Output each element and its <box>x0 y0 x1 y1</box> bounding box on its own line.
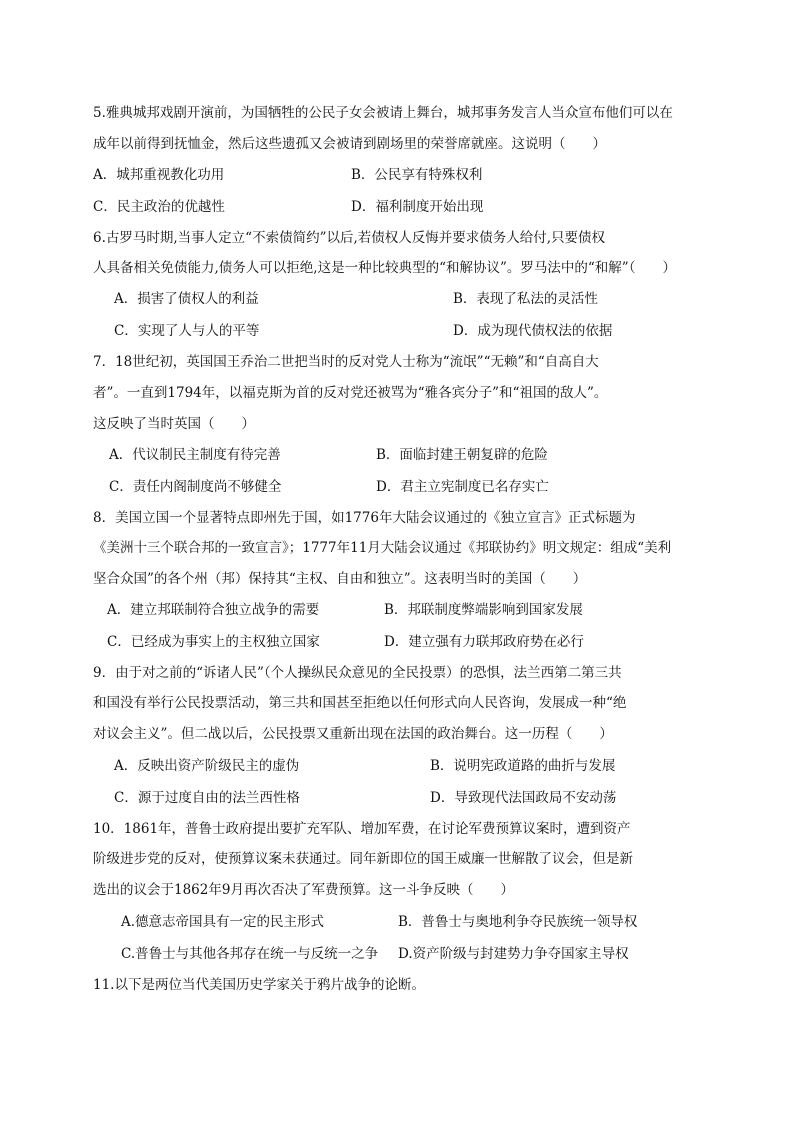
option-b: B．普鲁士与奥地利争夺民族统一领导权 <box>398 914 638 930</box>
question-stem-line: 5.雅典城邦戏剧开演前，为国牺牲的公民子女会被请上舞台，城邦事务发言人当众宣布他们可以在 <box>93 105 673 121</box>
option-b: B．说明宪政道路的曲折与发展 <box>430 758 616 774</box>
option-a: A．城邦重视教化功用 <box>93 167 225 183</box>
option-c: C.普鲁士与其他各邦存在统一与反统一之争 <box>121 946 379 962</box>
option-c: C．责任内阁制度尚不够健全 <box>109 479 282 495</box>
option-d: D．导致现代法国政局不安动荡 <box>430 790 617 806</box>
option-a: A．建立邦联制符合独立战争的需要 <box>107 602 320 618</box>
option-d: D．成为现代债权法的依据 <box>453 323 613 339</box>
question-stem-line: 选出的议会于1862年9月再次否决了军费预算。这一斗争反映（ ） <box>93 882 514 898</box>
question-stem-line: 坚合众国”的各个州（邦）保持其“主权、自由和独立”。这表明当时的美国（ ） <box>93 571 587 587</box>
option-c: C．已经成为事实上的主权独立国家 <box>107 634 320 650</box>
question-stem-line: 7．18世纪初，英国国王乔治二世把当时的反对党人士称为“流氓”“无赖”和“自高自大 <box>93 354 599 370</box>
option-a: A．损害了债权人的利益 <box>114 291 259 307</box>
option-a: A．代议制民主制度有待完善 <box>109 447 281 463</box>
option-b: B．公民享有特殊权利 <box>351 167 483 183</box>
question-stem-line: 对议会主义”。但二战以后，公民投票又重新出现在法国的政治舞台。这一历程（ ） <box>93 726 613 742</box>
question-stem-line: 和国没有举行公民投票活动，第三共和国甚至拒绝以任何形式向人民咨询，发展成一种“绝 <box>93 695 627 711</box>
question-stem-line: 6.古罗马时期,当事人定立“不索债简约”以后,若债权人反悔并要求债务人给付,只要债权 <box>93 230 606 246</box>
option-a: A.德意志帝国具有一定的民主形式 <box>121 914 325 930</box>
option-c: C．实现了人与人的平等 <box>114 323 260 339</box>
option-d: D．福利制度开始出现 <box>351 199 484 215</box>
option-c: C．源于过度自由的法兰西性格 <box>114 790 300 806</box>
question-stem-line: 者”。一直到1794年，以福克斯为首的反对党还被骂为“雅各宾分子”和“祖国的敌人”。 <box>93 385 608 401</box>
option-b: B．面临封建王朝复辟的危险 <box>376 447 548 463</box>
question-stem-line: 《美洲十三个联合邦的一致宣言》；1777年11月大陆会议通过《邦联协约》明文规定：组成“美利 <box>93 540 672 556</box>
question-stem-line: 这反映了当时英国（ ） <box>93 416 255 432</box>
option-b: B．邦联制度弊端影响到国家发展 <box>384 602 583 618</box>
question-stem-line: 阶级进步党的反对，使预算议案未获通过。同年新即位的国王威廉一世解散了议会，但是新 <box>93 851 633 867</box>
option-d: D．建立强有力联邦政府势在必行 <box>384 634 584 650</box>
question-stem-line: 8．美国立国一个显著特点即州先于国，如1776年大陆会议通过的《独立宣言》正式标题为 <box>93 510 636 526</box>
option-d: D.资产阶级与封建势力争夺国家主导权 <box>398 946 629 962</box>
question-stem-line: 11.以下是两位当代美国历史学家关于鸦片战争的论断。 <box>93 977 425 993</box>
option-a: A．反映出资产阶级民主的虚伪 <box>114 758 300 774</box>
question-stem-line: 10．1861年，普鲁士政府提出要扩充军队、增加军费，在讨论军费预算议案时，遭到资产 <box>93 821 631 837</box>
option-b: B．表现了私法的灵活性 <box>453 291 598 307</box>
question-stem-line: 成年以前得到抚恤金，然后这些遗孤又会被请到剧场里的荣誉席就座。这说明（ ） <box>93 136 606 152</box>
option-c: C．民主政治的优越性 <box>93 199 225 215</box>
question-stem-line: 人具备相关免债能力,债务人可以拒绝,这是一种比较典型的“和解协议”。罗马法中的“和解”（ ） <box>93 260 676 276</box>
question-stem-line: 9．由于对之前的“诉诸人民”（个人操纵民众意见的全民投票）的恐惧，法兰西第二第三共 <box>93 665 622 681</box>
option-d: D．君主立宪制度已名存实亡 <box>376 479 549 495</box>
